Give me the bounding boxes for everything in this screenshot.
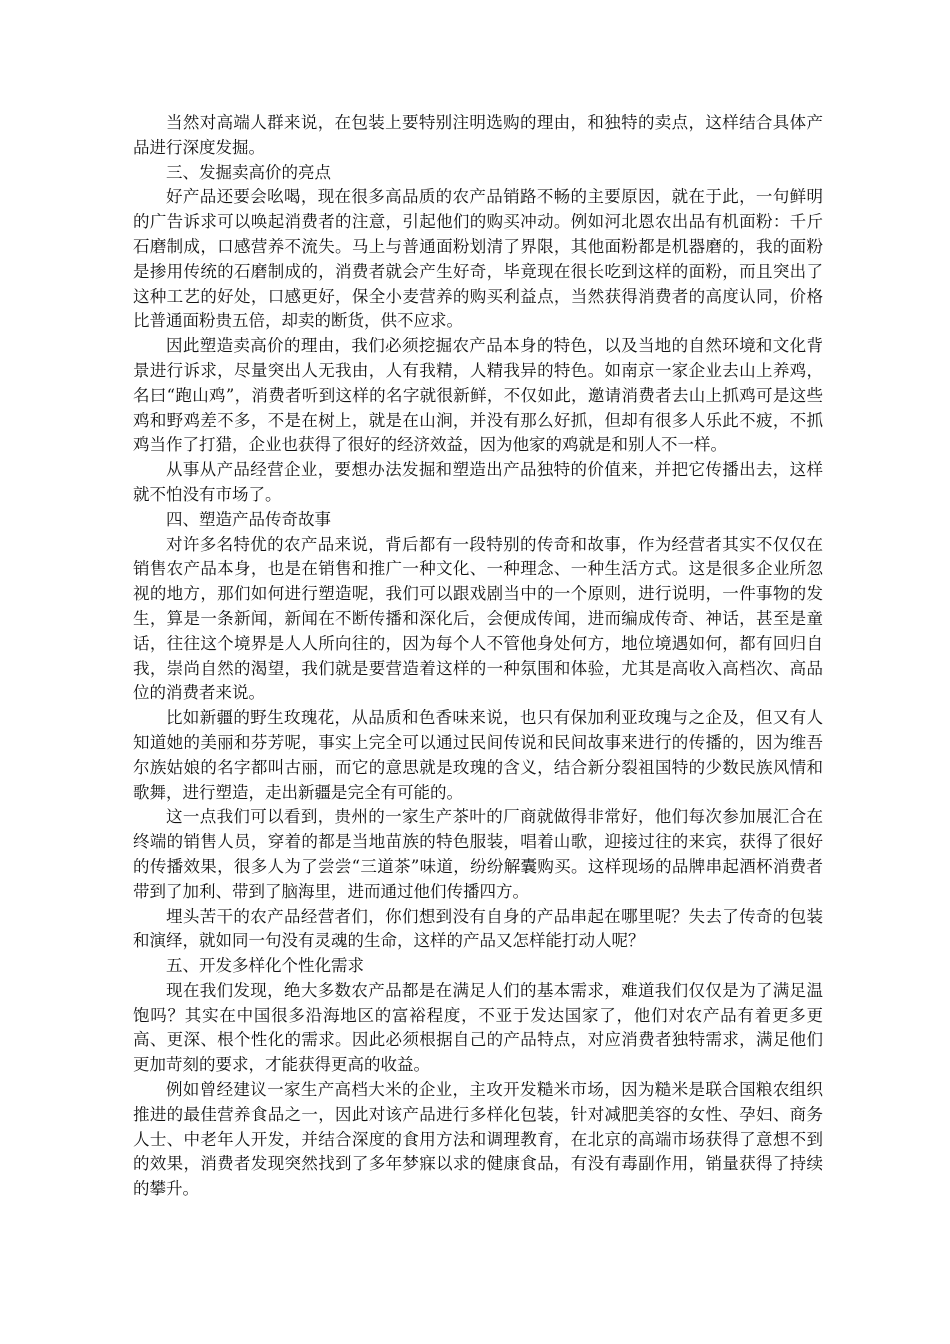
paragraph: 从事从产品经营企业，要想办法发掘和塑造出产品独特的价值来，并把它传播出去，这样就不怕没有市场了。	[133, 460, 823, 504]
document-body	[133, 111, 823, 1202]
paragraph: 因此塑造卖高价的理由，我们必须挖掘农产品本身的特色，以及当地的自然环境和文化背景进行诉求，尽量突出人无我由，人有我精，人精我异的特色。如南京一家企业去山上养鸡，名曰“跑山鸡”，消费者听到这样的名字就很新鲜，不仅如此，邀请消费者去山上抓鸡可是这些鸡和野鸡差不多，不是在树上，就是在山涧，并没有那么好抓，但却有很多人乐此不疲，不抓鸡当作了打猎，企业也获得了很好的经济效益，因为他家的鸡就是和别人不一样。	[133, 336, 823, 455]
paragraph: 比如新疆的野生玫瑰花，从品质和色香味来说，也只有保加利亚玫瑰与之企及，但又有人知道她的美丽和芬芳呢，事实上完全可以通过民间传说和民间故事来进行的传播的，因为维吾尔族姑娘的名字都叫古丽，而它的意思就是玫瑰的含义，结合新分裂祖国特的少数民族风情和歌舞，进行塑造，走出新疆是完全有可能的。	[133, 708, 823, 802]
paragraph: 对许多名特优的农产品来说，背后都有一段特别的传奇和故事，作为经营者其实不仅仅在销售农产品本身，也是在销售和推广一种文化、一种理念、一种生活方式。这是很多企业所忽视的地方，那们如何进行塑造呢，我们可以跟戏剧当中的一个原则，进行说明，一件事物的发生，算是一条新闻，新闻在不断传播和深化后，会便成传闻，进而编成传奇、神话，甚至是童话，往往这个境界是人人所向往的，因为每个人不管他身处何方，地位境遇如何，都有回归自我，崇尚自然的渴望，我们就是要营造着这样的一种氛围和体验，尤其是高收入高档次、高品位的消费者来说。	[133, 534, 823, 703]
section-heading: 五、开发多样化个性化需求	[166, 956, 364, 976]
paragraph: 现在我们发现，绝大多数农产品都是在满足人们的基本需求，难道我们仅仅是为了满足温饱吗？其实在中国很多沿海地区的富裕程度，不亚于发达国家了，他们对农产品有着更多更高、更深、根个性化的需求。因此必须根据自己的产品特点，对应消费者独特需求，满足他们更加苛刻的要求，才能获得更高的收益。	[133, 980, 823, 1075]
paragraph: 例如曾经建议一家生产高档大米的企业，主攻开发糙米市场，因为糙米是联合国粮农组织推进的最佳营养食品之一，因此对该产品进行多样化包装，针对减肥美容的女性、孕妇、商务人士、中老年人开发，并结合深度的食用方法和调理教育，在北京的高端市场获得了意想不到的效果，消费者发现突然找到了多年梦寐以求的健康食品，有没有毒副作用，销量获得了持续的攀升。	[133, 1080, 823, 1199]
paragraph: 好产品还要会吆喝，现在很多高品质的农产品销路不畅的主要原因，就在于此，一句鲜明的广告诉求可以唤起消费者的注意，引起他们的购买冲动。例如河北恩农出品有机面粉：千斤石磨制成，口感营养不流失。马上与普通面粉划清了界限，其他面粉都是机器磨的，我的面粉是掺用传统的石磨制成的，消费者就会产生好奇，毕竟现在很长吃到这样的面粉，而且突出了这种工艺的好处，口感更好，保全小麦营养的购买利益点，当然获得消费者的高度认同，价格比普通面粉贵五倍，却卖的断货，供不应求。	[133, 187, 823, 331]
section-heading: 四、塑造产品传奇故事	[166, 509, 331, 529]
section-heading: 三、发掘卖高价的亮点	[166, 162, 331, 182]
paragraph: 这一点我们可以看到，贵州的一家生产茶叶的厂商就做得非常好，他们每次参加展汇合在终端的销售人员，穿着的都是当地苗族的特色服装，唱着山歌，迎接过往的来宾，获得了很好的传播效果，很多人为了尝尝“三道茶”味道，纷纷解囊购买。这样现场的品牌串起酒杯消费者带到了加利、带到了脑海里，进而通过他们传播四方。	[133, 807, 823, 901]
paragraph: 当然对高端人群来说，在包装上要特别注明选购的理由，和独特的卖点，这样结合具体产品进行深度发掘。	[133, 113, 823, 157]
paragraph: 埋头苦干的农产品经营者们，你们想到没有自身的产品串起在哪里呢？失去了传奇的包装和演绎，就如同一句没有灵魂的生命，这样的产品又怎样能打动人呢？	[133, 906, 823, 951]
